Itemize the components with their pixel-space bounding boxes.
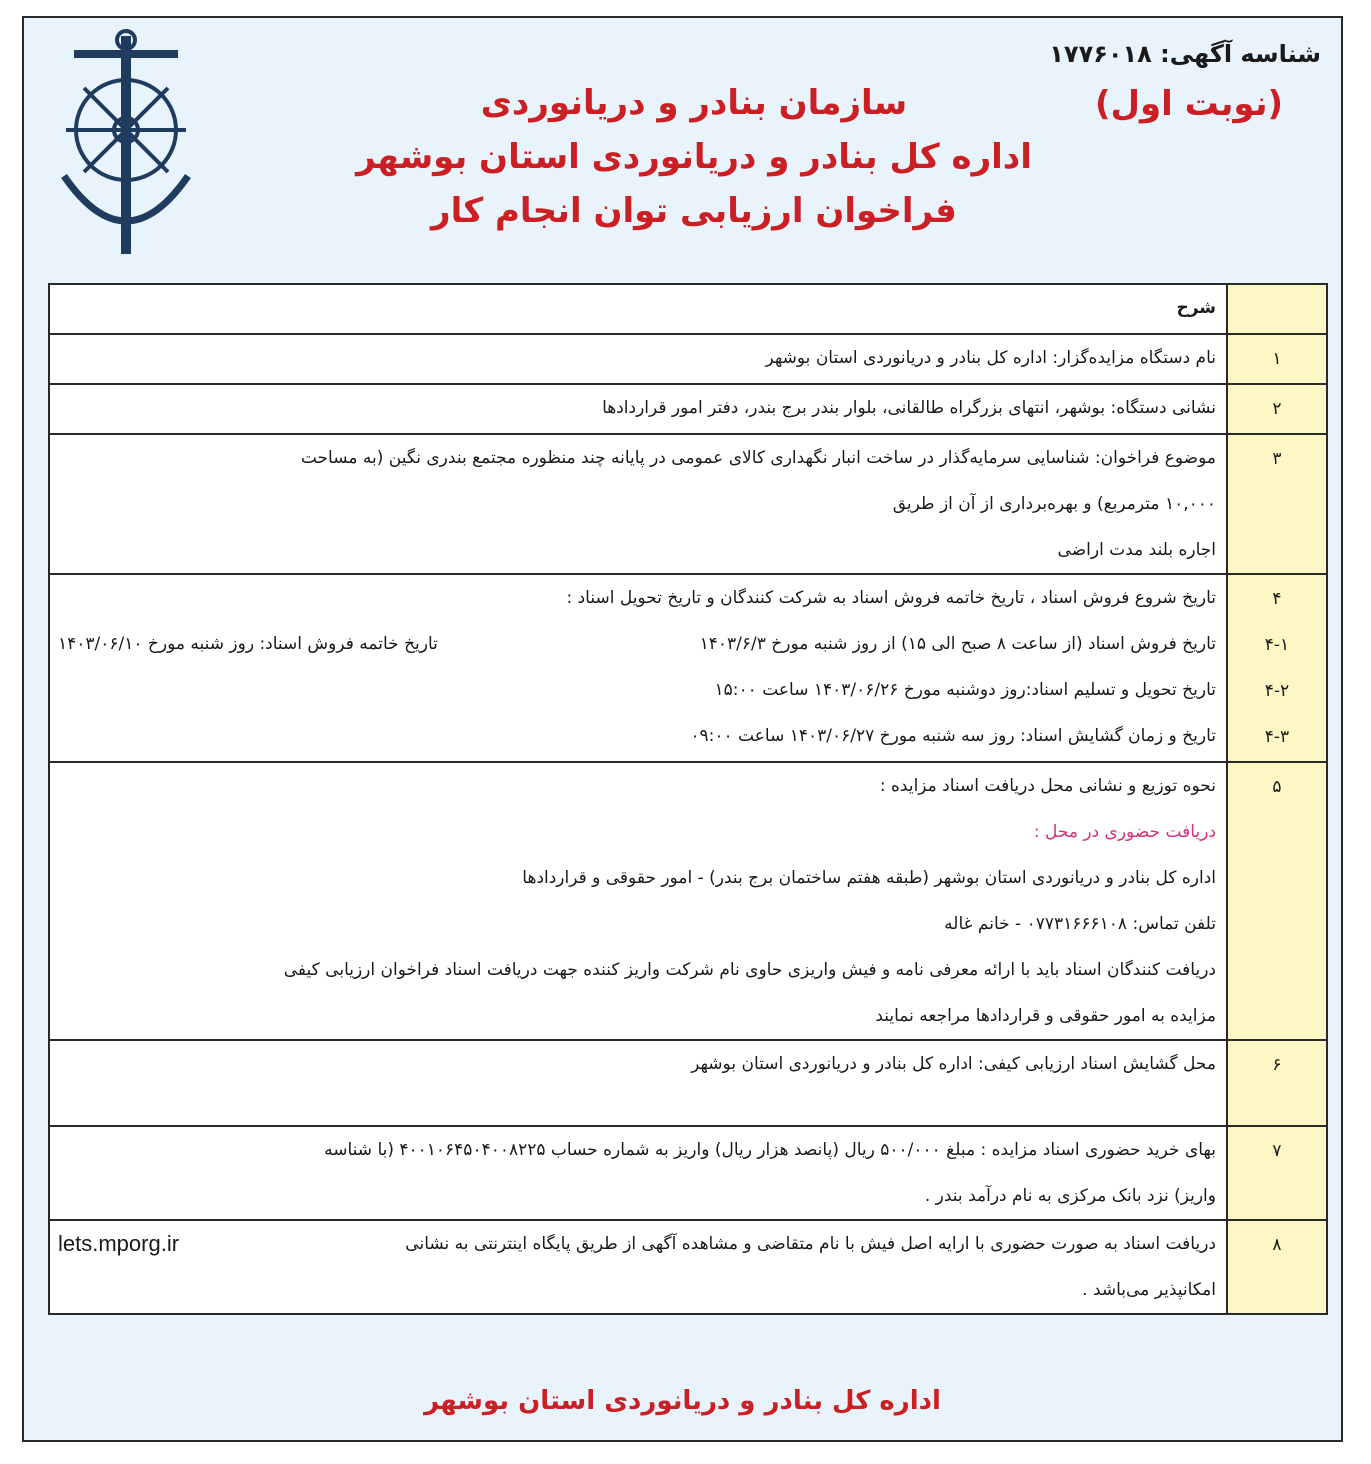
header-titles <box>344 76 1044 238</box>
ad-id: شناسه آگهی: ۱۷۷۶۰۱۸ <box>1049 40 1321 68</box>
row-number: ۱ <box>1272 349 1282 369</box>
row-text: تاریخ شروع فروش اسناد ، تاریخ خاتمه فروش اسناد به شرکت کنندگان و تاریخ تحویل اسناد : <box>566 588 1216 608</box>
table-row <box>49 1220 1327 1314</box>
row-text: تاریخ فروش اسناد (از ساعت ۸ صبح الی ۱۵) از روز شنبه مورخ ۱۴۰۳/۶/۳ <box>699 634 1216 654</box>
row-text: امکانپذیر می‌باشد . <box>1082 1280 1216 1300</box>
row-text: مزایده به امور حقوقی و قراردادها مراجعه نمایند <box>875 1006 1216 1026</box>
row-text: تلفن تماس: ۰۷۷۳۱۶۶۶۱۰۸ - خانم غاله <box>944 914 1216 934</box>
table-row <box>49 334 1327 384</box>
row-number: ۲ <box>1272 399 1282 419</box>
row-number: ۴-۳ <box>1264 727 1290 747</box>
row-text: تاریخ خاتمه فروش اسناد: روز شنبه مورخ ۱۴۰۳/۰۶/۱۰ <box>58 634 438 654</box>
row-text: اداره کل بنادر و دریانوردی استان بوشهر (طبقه هفتم ساختمان برج بندر) - امور حقوقی و قراردادها <box>522 868 1216 888</box>
row-text: ۱۰,۰۰۰ مترمربع) و بهره‌برداری از آن از طریق <box>892 494 1216 514</box>
num-cell <box>1227 284 1327 334</box>
table-row <box>49 1040 1327 1126</box>
table-row <box>49 574 1327 762</box>
row-text: دریافت اسناد به صورت حضوری با ارایه اصل فیش با نام متقاضی و مشاهده آگهی از طریق پایگاه اینترنتی به نشانی <box>405 1234 1216 1254</box>
row-text: موضوع فراخوان: شناسایی سرمایه‌گذار در ساخت انبار نگهداری کالای عمومی در پایانه چند منظوره مجتمع بندری نگین (به مساحت <box>300 448 1216 468</box>
row-text: محل گشایش اسناد ارزیابی کیفی: اداره کل بنادر و دریانوردی استان بوشهر <box>691 1054 1216 1074</box>
office-title: اداره کل بنادر و دریانوردی استان بوشهر <box>356 137 1032 177</box>
row-text-split <box>58 621 1216 667</box>
table-row <box>49 434 1327 574</box>
row-number: ۸ <box>1272 1235 1282 1255</box>
footer-office: اداره کل بنادر و دریانوردی استان بوشهر <box>424 1386 941 1416</box>
header-cell: شرح <box>49 284 1227 334</box>
row-text: نام دستگاه مزایده‌گزار: اداره کل بنادر و دریانوردی استان بوشهر <box>765 348 1216 368</box>
row-text: تاریخ و زمان گشایش اسناد: روز سه شنبه مورخ ۱۴۰۳/۰۶/۲۷ ساعت ۰۹:۰۰ <box>690 726 1216 746</box>
table-row <box>49 762 1327 1040</box>
row-text: تاریخ تحویل و تسلیم اسناد:روز دوشنبه مورخ ۱۴۰۳/۰۶/۲۶ ساعت ۱۵:۰۰ <box>714 680 1216 700</box>
row-text: نشانی دستگاه: بوشهر، انتهای بزرگراه طالقانی، بلوار بندر برج بندر، دفتر امور قراردادها <box>602 398 1216 418</box>
row-text: اجاره بلند مدت اراضی <box>1057 540 1216 560</box>
website-link[interactable]: lets.mporg.ir <box>58 1231 180 1256</box>
row-text: دریافت کنندگان اسناد باید با ارائه معرفی نامه و فیش واریزی حاوی نام شرکت واریز کننده جهت دریافت اسناد فراخوان ارزیابی کیفی <box>283 960 1216 980</box>
row-number: ۶ <box>1272 1055 1282 1075</box>
row-text-highlight: دریافت حضوری در محل : <box>1033 822 1216 842</box>
row-number: ۳ <box>1272 449 1282 469</box>
row-number: ۴-۲ <box>1264 681 1290 701</box>
notice-title: فراخوان ارزیابی توان انجام کار <box>431 191 957 231</box>
table-row <box>49 384 1327 434</box>
notice-table <box>48 283 1328 1315</box>
row-number: ۷ <box>1272 1141 1282 1161</box>
row-number: ۴-۱ <box>1264 635 1290 655</box>
table-header-row <box>49 284 1327 334</box>
row-number: ۴ <box>1272 589 1282 609</box>
row-number: ۵ <box>1272 777 1282 797</box>
row-text: واریز) نزد بانک مرکزی به نام درآمد بندر . <box>924 1186 1216 1206</box>
notice-frame <box>22 16 1343 1442</box>
table-row <box>49 1126 1327 1220</box>
organization-title: سازمان بنادر و دریانوردی <box>480 83 908 123</box>
row-text: نحوه توزیع و نشانی محل دریافت اسناد مزایده : <box>879 776 1216 796</box>
row-text: بهای خرید حضوری اسناد مزایده : مبلغ ۵۰۰/۰۰۰ ریال (پانصد هزار ریال) واریز به شماره حساب ۴۰۰۱۰۶۴۵۰۴۰۰۸۲۲۵ (با شناسه <box>324 1140 1216 1160</box>
anchor-wheel-logo <box>34 26 214 258</box>
ad-round: (نوبت اول) <box>1094 84 1283 124</box>
